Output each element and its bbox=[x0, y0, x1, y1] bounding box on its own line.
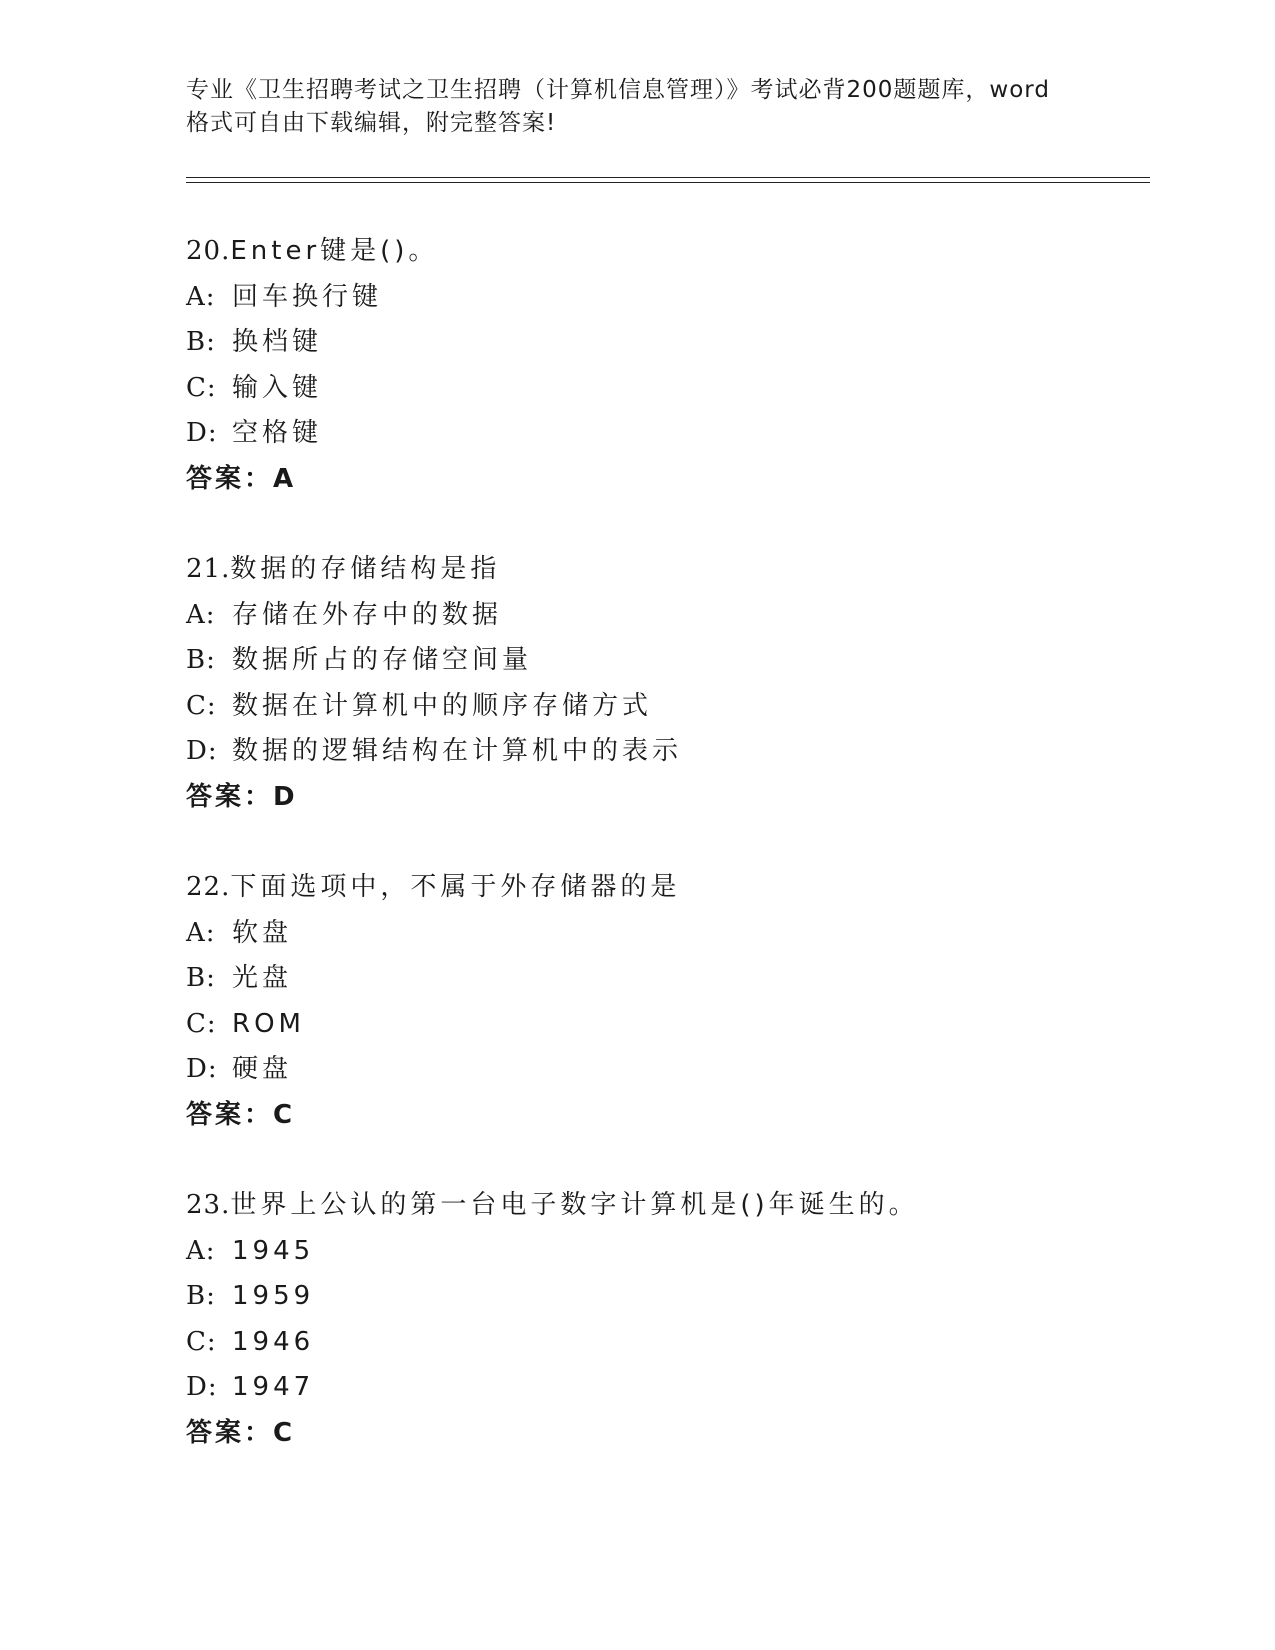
option-text: 硬盘 bbox=[232, 1054, 293, 1084]
question-text: Enter键是()。 bbox=[230, 236, 439, 266]
question-text: 世界上公认的第一台电子数字计算机是()年诞生的。 bbox=[230, 1190, 919, 1220]
question-text: 数据的存储结构是指 bbox=[230, 554, 501, 584]
option-b bbox=[186, 638, 1086, 684]
question-block bbox=[186, 229, 1086, 502]
question-title bbox=[186, 547, 1086, 593]
option-key: D: bbox=[186, 736, 218, 766]
question-title bbox=[186, 229, 1086, 275]
option-c bbox=[186, 1002, 1086, 1048]
option-key: D: bbox=[186, 1372, 218, 1402]
document-header bbox=[186, 74, 1086, 140]
option-text: 空格键 bbox=[232, 418, 323, 448]
option-d bbox=[186, 729, 1086, 775]
option-b bbox=[186, 956, 1086, 1002]
option-c bbox=[186, 684, 1086, 730]
question-title bbox=[186, 1183, 1086, 1229]
option-a bbox=[186, 275, 1086, 321]
option-text: 1945 bbox=[232, 1235, 315, 1266]
option-b bbox=[186, 1274, 1086, 1320]
option-c bbox=[186, 366, 1086, 412]
header-divider-top bbox=[186, 177, 1150, 178]
question-text: 下面选项中，不属于外存储器的是 bbox=[230, 872, 681, 902]
question-block bbox=[186, 547, 1086, 820]
answer-label: 答案： bbox=[186, 1417, 274, 1448]
option-text: 1946 bbox=[232, 1326, 315, 1357]
option-text: ROM bbox=[232, 1008, 305, 1039]
option-key: D: bbox=[186, 1054, 218, 1084]
option-key: B: bbox=[186, 327, 216, 357]
option-text: 1947 bbox=[232, 1372, 315, 1402]
answer-value: C bbox=[273, 1417, 296, 1448]
question-number: 23. bbox=[186, 1190, 231, 1220]
answer-value: A bbox=[273, 463, 297, 494]
header-divider-bottom bbox=[186, 182, 1150, 183]
option-d bbox=[186, 1365, 1086, 1411]
answer-line bbox=[186, 1411, 1086, 1457]
option-key: C: bbox=[186, 690, 217, 721]
option-key: A: bbox=[186, 281, 216, 312]
option-a bbox=[186, 1229, 1086, 1275]
option-key: C: bbox=[186, 1008, 217, 1039]
answer-label: 答案： bbox=[186, 463, 274, 494]
header-line-2: 格式可自由下载编辑，附完整答案! bbox=[186, 110, 557, 136]
question-block bbox=[186, 1183, 1086, 1456]
answer-label: 答案： bbox=[186, 781, 274, 812]
answer-value: D bbox=[273, 781, 298, 812]
answer-line bbox=[186, 1093, 1086, 1139]
option-text: 输入键 bbox=[232, 372, 323, 403]
option-text: 存储在外存中的数据 bbox=[232, 599, 503, 630]
question-number: 22. bbox=[186, 872, 231, 902]
option-text: 回车换行键 bbox=[232, 281, 383, 312]
option-text: 光盘 bbox=[232, 963, 293, 993]
question-block bbox=[186, 865, 1086, 1138]
answer-label: 答案： bbox=[186, 1099, 274, 1130]
option-text: 软盘 bbox=[232, 917, 293, 948]
option-key: A: bbox=[186, 599, 216, 630]
option-key: B: bbox=[186, 1281, 216, 1311]
option-text: 数据所占的存储空间量 bbox=[232, 645, 533, 675]
question-number: 20. bbox=[186, 236, 231, 266]
option-key: A: bbox=[186, 917, 216, 948]
option-key: B: bbox=[186, 645, 216, 675]
option-d bbox=[186, 411, 1086, 457]
answer-value: C bbox=[273, 1099, 296, 1130]
option-key: B: bbox=[186, 963, 216, 993]
option-key: C: bbox=[186, 372, 217, 403]
answer-line bbox=[186, 457, 1086, 503]
option-text: 数据的逻辑结构在计算机中的表示 bbox=[232, 736, 683, 766]
option-key: C: bbox=[186, 1326, 217, 1357]
option-d bbox=[186, 1047, 1086, 1093]
option-text: 数据在计算机中的顺序存储方式 bbox=[232, 690, 653, 721]
header-line-1: 专业《卫生招聘考试之卫生招聘（计算机信息管理）》考试必背200题题库，word bbox=[186, 77, 1050, 103]
option-key: D: bbox=[186, 418, 218, 448]
option-text: 换档键 bbox=[232, 327, 323, 357]
option-text: 1959 bbox=[232, 1281, 315, 1311]
question-number: 21. bbox=[186, 554, 231, 584]
option-c bbox=[186, 1320, 1086, 1366]
option-b bbox=[186, 320, 1086, 366]
option-key: A: bbox=[186, 1235, 216, 1266]
question-title bbox=[186, 865, 1086, 911]
answer-line bbox=[186, 775, 1086, 821]
option-a bbox=[186, 911, 1086, 957]
option-a bbox=[186, 593, 1086, 639]
